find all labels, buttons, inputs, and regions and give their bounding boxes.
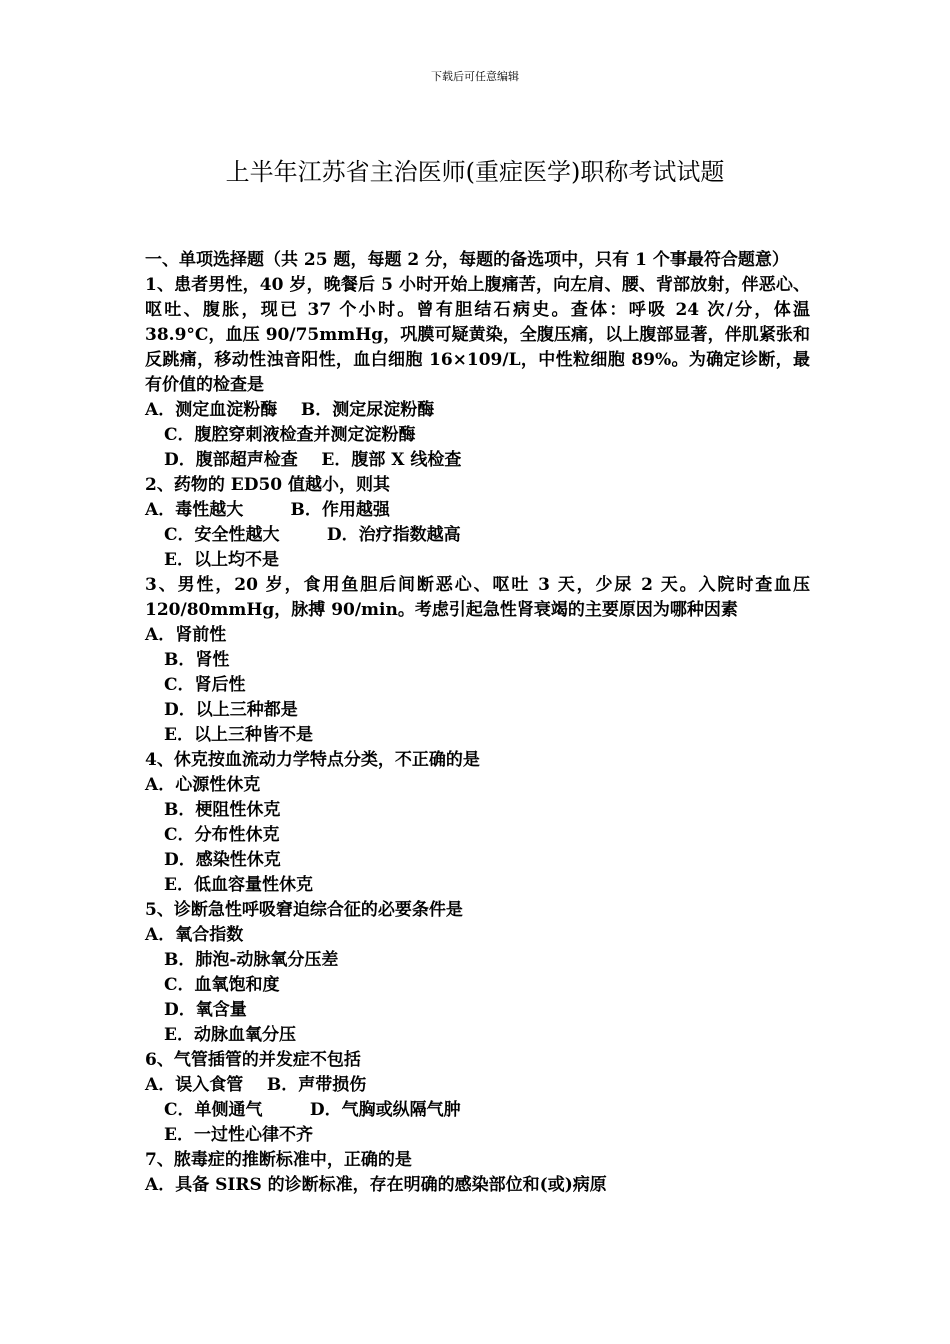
question-stem: 7、脓毒症的推断标准中，正确的是 [145, 1150, 412, 1170]
question-stem: 4、休克按血流动力学特点分类，不正确的是 [145, 750, 480, 770]
option-line: E．一过性心律不齐 [164, 1125, 313, 1145]
option-line: D．腹部超声检查 E．腹部 X 线检查 [164, 450, 462, 470]
option-line: C．肾后性 [164, 675, 246, 695]
question-stem: 2、药物的 ED50 值越小，则其 [145, 475, 391, 495]
option-line: C．安全性越大 D．治疗指数越高 [164, 525, 461, 545]
option-line: B．梗阻性休克 [164, 800, 281, 820]
option-line: A．心源性休克 [145, 775, 261, 795]
option-line: D．感染性休克 [164, 850, 281, 870]
option-line: A．误入食管 B．声带损伤 [145, 1075, 367, 1095]
option-line: A．肾前性 [145, 625, 227, 645]
option-line: A．具备 SIRS 的诊断标准，存在明确的感染部位和(或)病原 [145, 1175, 607, 1195]
option-line: C．单侧通气 D．气胸或纵隔气肿 [164, 1100, 461, 1120]
option-line: E．以上均不是 [164, 550, 279, 570]
option-line: A．氧合指数 [145, 925, 244, 945]
option-line: C．腹腔穿刺液检查并测定淀粉酶 [164, 425, 416, 445]
question-stem: 3、男性，20 岁，食用鱼胆后间断恶心、呕吐 3 天，少尿 2 天。入院时查血压 120/80mmHg，脉搏 90/min。考虑引起急性肾衰竭的主要原因为哪种因素 [145, 575, 810, 620]
option-line: D．氧含量 [164, 1000, 247, 1020]
option-line: A．测定血淀粉酶 B．测定尿淀粉酶 [145, 400, 435, 420]
section-heading: 一、单项选择题（共 25 题，每题 2 分，每题的备选项中，只有 1 个事最符合题意） [145, 250, 789, 270]
option-line: E．以上三种皆不是 [164, 725, 313, 745]
document-title: 上半年江苏省主治医师(重症医学)职称考试试题 [225, 158, 725, 186]
option-line: D．以上三种都是 [164, 700, 298, 720]
option-line: E．动脉血氧分压 [164, 1025, 296, 1045]
option-line: A．毒性越大 B．作用越强 [145, 500, 390, 520]
document-body [145, 248, 810, 1198]
question-stem: 6、气管插管的并发症不包括 [145, 1050, 361, 1070]
question-stem: 5、诊断急性呼吸窘迫综合征的必要条件是 [145, 900, 463, 920]
option-line: C．分布性休克 [164, 825, 280, 845]
option-line: C．血氧饱和度 [164, 975, 280, 995]
question-stem: 1、患者男性，40 岁，晚餐后 5 小时开始上腹痛苦，向左肩、腰、背部放射，伴恶心、呕吐、腹胀，现已 37 个小时。曾有胆结石病史。查体：呼吸 24 次/分，体温 38.9°C，血压 90/75mmHg，巩膜可疑黄染，全腹压痛，以上腹部显著，伴肌紧张和反跳痛，移动性浊音阳性，血白细胞 16×109/L，中性粒细胞 89%。为确定诊断，最有价值的检查是 [145, 275, 810, 395]
option-line: E．低血容量性休克 [164, 875, 313, 895]
option-line: B．肺泡-动脉氧分压差 [164, 950, 339, 970]
option-line: B．肾性 [164, 650, 230, 670]
header-note: 下载后可任意编辑 [431, 70, 519, 83]
